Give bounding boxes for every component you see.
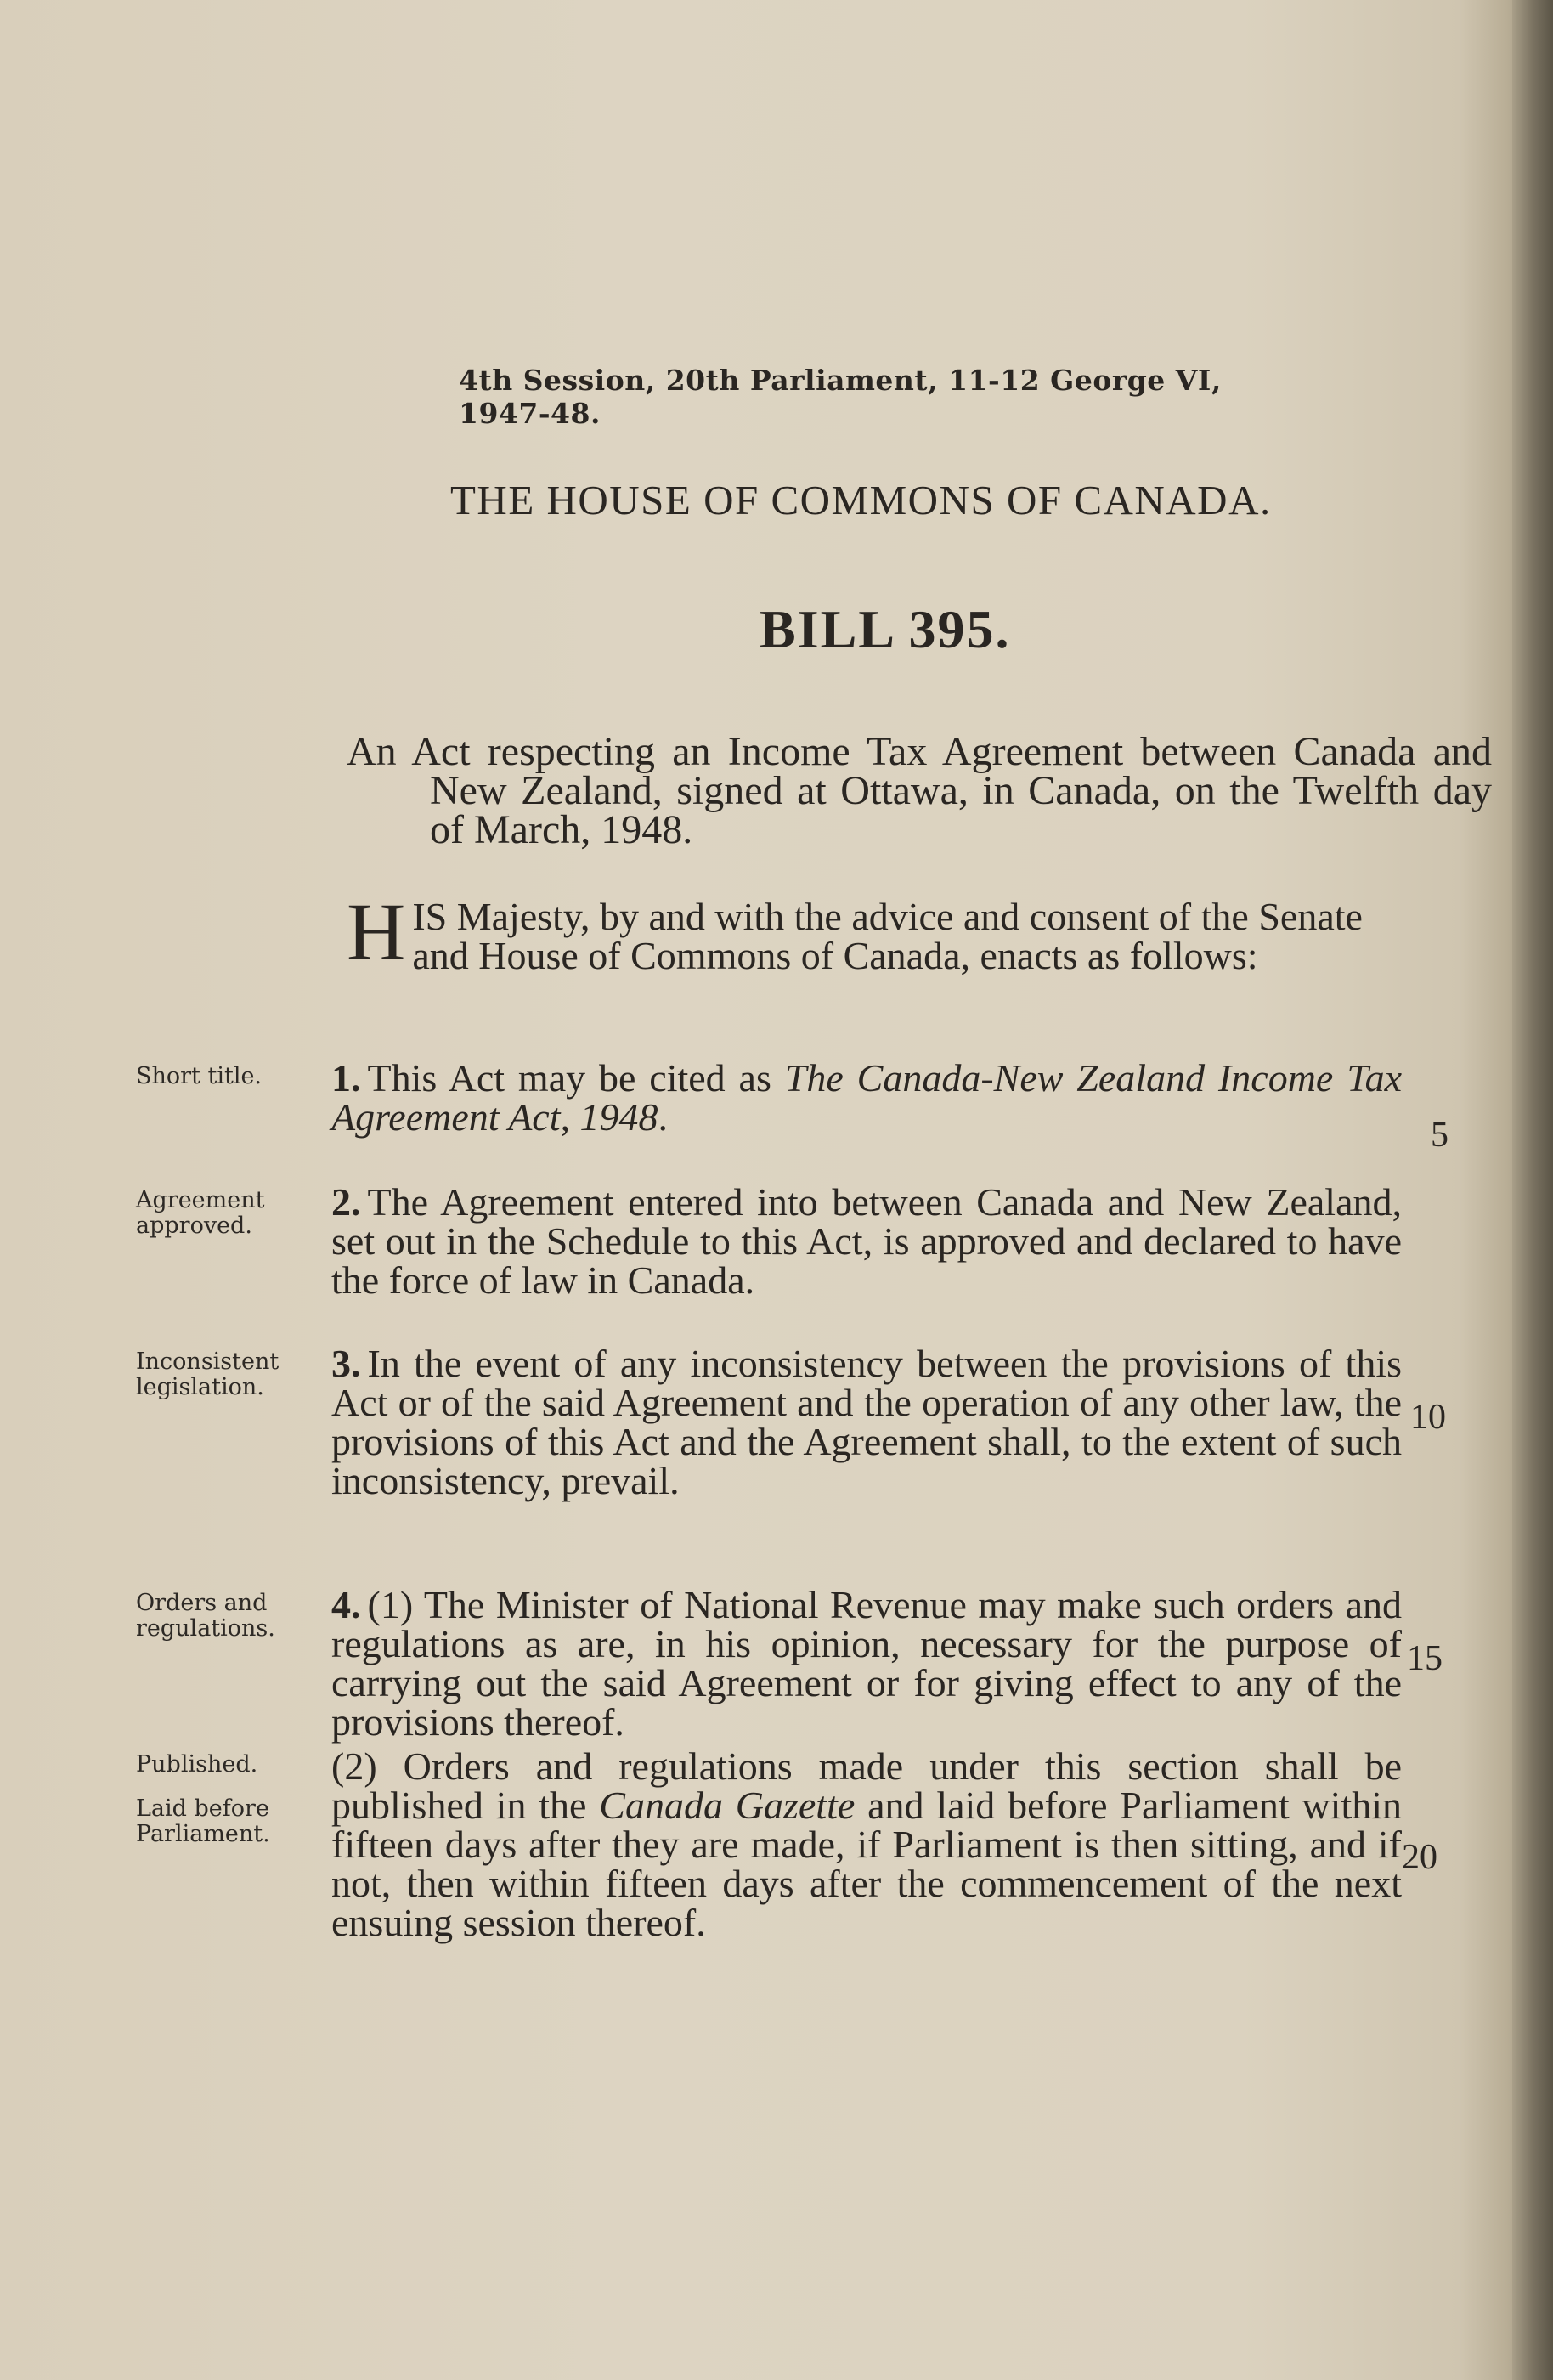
session-header: 4th Session, 20th Parliament, 11-12 George VI, 1947-48.	[459, 364, 1222, 430]
enacting-clause-text: IS Majesty, by and with the advice and consent of the Senate and House of Commons of Canada, enacts as follows:	[412, 895, 1363, 977]
section-text: This Act may be cited as	[367, 1056, 785, 1100]
short-title-italic: The Canada-New Zealand Income Tax Agreement Act, 1948	[331, 1056, 1402, 1139]
section-number: 3.	[331, 1342, 361, 1385]
section-text: In the event of any inconsistency between the provisions of this Act or of the said Agreement and the operation of any other law, the provisions of this Act and the Agreement shall, to the extent of such inconsistency, prevail.	[331, 1342, 1402, 1502]
section-4-subsection-2	[331, 1744, 1403, 1944]
bill-number: BILL 395.	[760, 599, 1011, 659]
margin-note-laid-before-parliament: Laid before Parliament.	[136, 1795, 270, 1847]
section-4-subsection-1	[331, 1583, 1402, 1744]
section-text: The Agreement entered into between Canada and New Zealand, set out in the Schedule to this Act, is approved and declared to have the force of law in Canada.	[331, 1180, 1402, 1302]
line-number: 15	[1407, 1639, 1443, 1678]
drop-cap: H	[347, 886, 406, 977]
book-spine-edge	[1512, 0, 1553, 2380]
margin-note-short-title: Short title.	[136, 1063, 263, 1089]
house-title: THE HOUSE OF COMMONS OF CANADA.	[450, 477, 1272, 523]
section-text-end: .	[658, 1095, 669, 1139]
margin-note-agreement-approved: Agreement approved.	[136, 1187, 265, 1239]
section-2	[331, 1180, 1402, 1302]
margin-note-inconsistent-legislation: Inconsistent legislation.	[136, 1348, 280, 1400]
section-3	[331, 1344, 1402, 1501]
section-1	[331, 1056, 1402, 1139]
section-text: (2) Orders and regulations made under this section shall be published in the	[331, 1744, 1402, 1827]
section-number: 4.	[331, 1583, 361, 1626]
act-long-title: An Act respecting an Income Tax Agreement between Canada and New Zealand, signed at Ottawa, in Canada, on the Twelfth day of March, 1948.	[347, 729, 1492, 852]
line-number: 5	[1431, 1116, 1449, 1155]
section-text: (1) The Minister of National Revenue may make such orders and regulations as are, in his opinion, necessary for the purpose of carrying out the said Agreement or for giving effect to any of the provisions thereof.	[331, 1583, 1402, 1744]
line-number: 10	[1410, 1398, 1446, 1437]
margin-note-orders-and-regulations: Orders and regulations.	[136, 1590, 275, 1642]
section-number: 1.	[331, 1056, 361, 1100]
section-number: 2.	[331, 1180, 361, 1224]
gazette-italic: Canada Gazette	[599, 1784, 856, 1827]
line-number: 20	[1402, 1838, 1437, 1877]
margin-note-published: Published.	[136, 1751, 258, 1778]
enacting-clause	[347, 886, 1409, 977]
section-text-end: and laid before Parliament within fifteen days after they are made, if Parliament is then sitting, and if not, then within fifteen days after the commencement of the next ensuing session thereof.	[331, 1784, 1403, 1944]
